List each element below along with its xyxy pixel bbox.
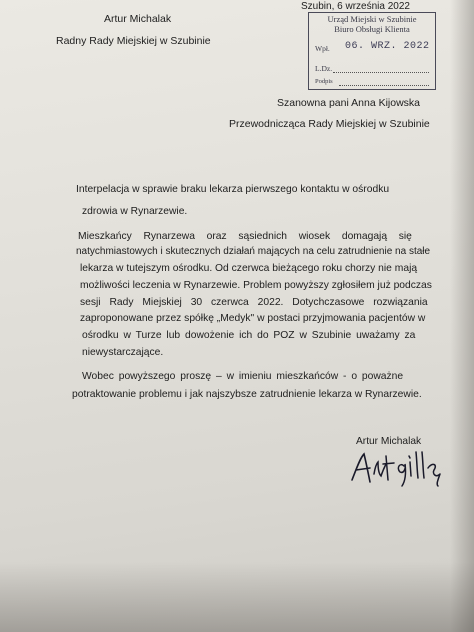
subject-line: Interpelacja w sprawie braku lekarza pierwszego kontaktu w ośrodku — [76, 184, 390, 195]
stamp-department: Biuro Obsługi Klienta — [334, 24, 410, 34]
page-shadow-right — [450, 0, 474, 632]
body-line: lekarza w tutejszym ośrodku. Od czerwca bieżącego roku chorzy nie mają — [80, 263, 418, 274]
signature-name: Artur Michalak — [356, 436, 422, 447]
author-name: Artur Michalak — [104, 13, 172, 25]
handwritten-signature — [348, 448, 448, 488]
body-word: wiosek — [298, 231, 331, 242]
body-word: się — [398, 231, 412, 242]
body-word: Rynarzewa — [143, 231, 195, 242]
body-line: natychmiastowych i skutecznych działań mających na celu zatrudnienie na stałe — [76, 246, 431, 257]
stamp-ref-line — [333, 72, 429, 73]
body-word: Mieszkańcy — [78, 231, 132, 242]
body-word: sąsiednich — [238, 231, 288, 242]
stamp-received-date: 06. WRZ. 2022 — [345, 41, 430, 52]
body-line — [78, 231, 412, 242]
body-line: sesji Rady Miejskiej 30 czerwca 2022. Dotychczasowe rozwiązania — [80, 297, 428, 308]
stamp-sign-line — [339, 85, 429, 86]
body-line: ośrodku w Turze lub dowożenie ich do POZ w Szubinie uważamy za — [82, 330, 416, 341]
body-line: zaproponowane przez spółkę „Medyk" w postaci przyjmowania pacjentów w — [80, 313, 426, 324]
body-line: Wobec powyższego proszę – w imieniu mieszkańców - o poważne — [82, 371, 404, 382]
page-shadow-bottom — [0, 562, 474, 632]
received-stamp — [308, 12, 436, 90]
stamp-received-label: Wpł. — [315, 44, 330, 53]
body-word: domagają — [341, 231, 388, 242]
recipient-greeting: Szanowna pani Anna Kijowska — [277, 97, 421, 109]
subject-line: zdrowia w Rynarzewie. — [82, 206, 188, 217]
body-line: niewystarczające. — [82, 347, 164, 358]
body-word: oraz — [206, 231, 227, 242]
stamp-sign-label: Podpis — [315, 78, 333, 85]
recipient-title: Przewodnicząca Rady Miejskiej w Szubinie — [229, 118, 430, 130]
author-role: Radny Rady Miejskiej w Szubinie — [56, 35, 211, 47]
body-line: potraktowanie problemu i jak najszybsze zatrudnienie lekarza w Rynarzewie. — [72, 389, 422, 400]
stamp-ref-label: L.Dz. — [315, 64, 333, 73]
date-line: Szubin, 6 września 2022 — [301, 1, 410, 12]
body-line: możliwości leczenia w Rynarzewie. Problem powyższy zgłosiłem już podczas — [80, 280, 432, 291]
stamp-office: Urząd Miejski w Szubinie — [327, 14, 417, 24]
